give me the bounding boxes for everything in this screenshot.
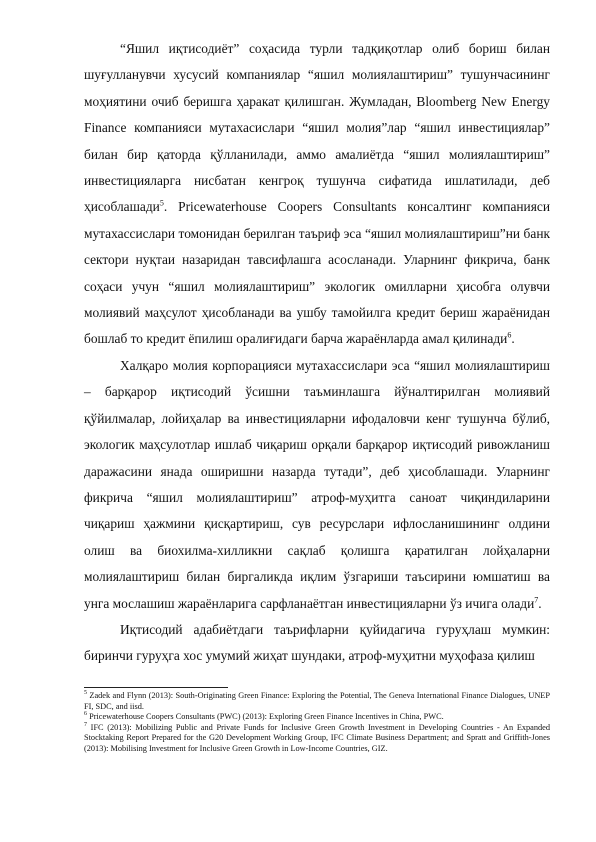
footnote-6	[84, 712, 550, 723]
footnote-text-5: Zadek and Flynn (2013): South-Originating Green Finance: Exploring the Potential, The Geneva International Finance Dialogues, UNEP FI, SDC, and iisd.	[84, 691, 550, 711]
footnote-ref-6[interactable]: 6	[507, 331, 512, 340]
paragraph-3	[84, 617, 550, 670]
footnote-5	[84, 691, 550, 712]
paragraph-1-text-c: .	[511, 331, 515, 347]
paragraph-2-text-a: Халқаро молия корпорацияси мутахассислари эса “яшил молиялаштириш – барқарор иқтисодий ўсишни таъминлашга йўналтирилган молиявий қўйилмалар, лойиҳалар ва инвестицияларни ифодаловчи кенг тушунча бўлиб, экологик маҳсулотлар ишлаб чиқариш орқали барқарор иқтисодий ривожланиш даражасини янада оширишни назарда тутади”, деб ҳисоблашади. Уларнинг фикрича “яшил молиялаштириш” атроф-муҳитга саноат чиқиндиларини чиқариш ҳажмини қисқартириш, сув ресурслари ифлосланишининг олдини олиш ва биохилма-хилликни сақлаб қолишга қаратилган лойҳаларни молиялаштириш билан биргаликда иқлим ўзгариши таъсирини юмшатиш ва унга мослашиш жараёнларига сарфланаётган инвестицияларни ўз ичига олади	[84, 357, 550, 611]
footnote-number-7: 7	[84, 722, 87, 729]
paragraph-2-text-b: .	[538, 595, 542, 611]
footnote-7	[84, 723, 550, 755]
footnote-ref-5[interactable]: 5	[159, 198, 164, 208]
paragraph-3-text: Иқтисодий адабиётдаги таърифларни қуйидагича гуруҳлаш мумкин: биринчи гуруҳга хос умумий жиҳат шундаки, атроф-муҳитни муҳофаза қилиш	[84, 621, 550, 664]
paragraph-1-text-b: . Pricewaterhouse Coopers Consultants консалтинг компанияси мутахассислари томонидан берилган таъриф эса “яшил молиялаштириш”ни банк сектори нуқтаи назаридан тавсифлашга асосланади. Уларнинг фикрича, банк соҳаси учун “яшил молиялаштириш” экологик омилларни ҳисобга олувчи молиявий маҳсулот ҳисобланади ва ушбу тамойилга кредит бериш жараёнидан бошлаб то кредит ёпилиш оралиғидаги барча жараёнларда амал қилинади	[84, 199, 550, 347]
footnote-text-7: IFC (2013): Mobilizing Public and Private Funds for Inclusive Green Growth Investment in Developing Countries - An Expanded Stocktaking Report Prepared for the G20 Development Working Group, IFC Climate Business Department; and Spratt and Griffith-Jones (2013): Mobilising Investment for Inclusive Green Growth in Low-Income Countries, GIZ.	[84, 722, 550, 753]
footnote-separator	[84, 687, 228, 688]
footnote-text-6: Pricewaterhouse Coopers Consultants (PWC) (2013): Exploring Green Finance Incentives in China, PWC.	[87, 712, 444, 722]
footnote-number-5: 5	[84, 690, 87, 697]
paragraph-1-text-a: “Яшил иқтисодиёт” соҳасида турли тадқиқотлар олиб бориш билан шуғулланувчи хусусий компаниялар “яшил молиялаштириш” тушунчасининг моҳиятини очиб беришга ҳаракат қилишган. Жумладан, Bloomberg New Energy Finance компанияси мутахасислари “яшил молия”лар “яшил инвестициялар” билан бир қаторда қўлланилади, аммо амалиётда “яшил молиялаштириш” инвестицияларга нисбатан кенгроқ тушунча сифатида ишлатилади, деб ҳисоблашади	[84, 41, 550, 215]
document-body	[84, 36, 550, 670]
footnote-ref-7[interactable]: 7	[534, 595, 539, 605]
paragraph-2	[84, 353, 550, 617]
footnotes	[84, 691, 550, 755]
footnote-number-6: 6	[84, 711, 87, 718]
paragraph-1	[84, 36, 550, 353]
